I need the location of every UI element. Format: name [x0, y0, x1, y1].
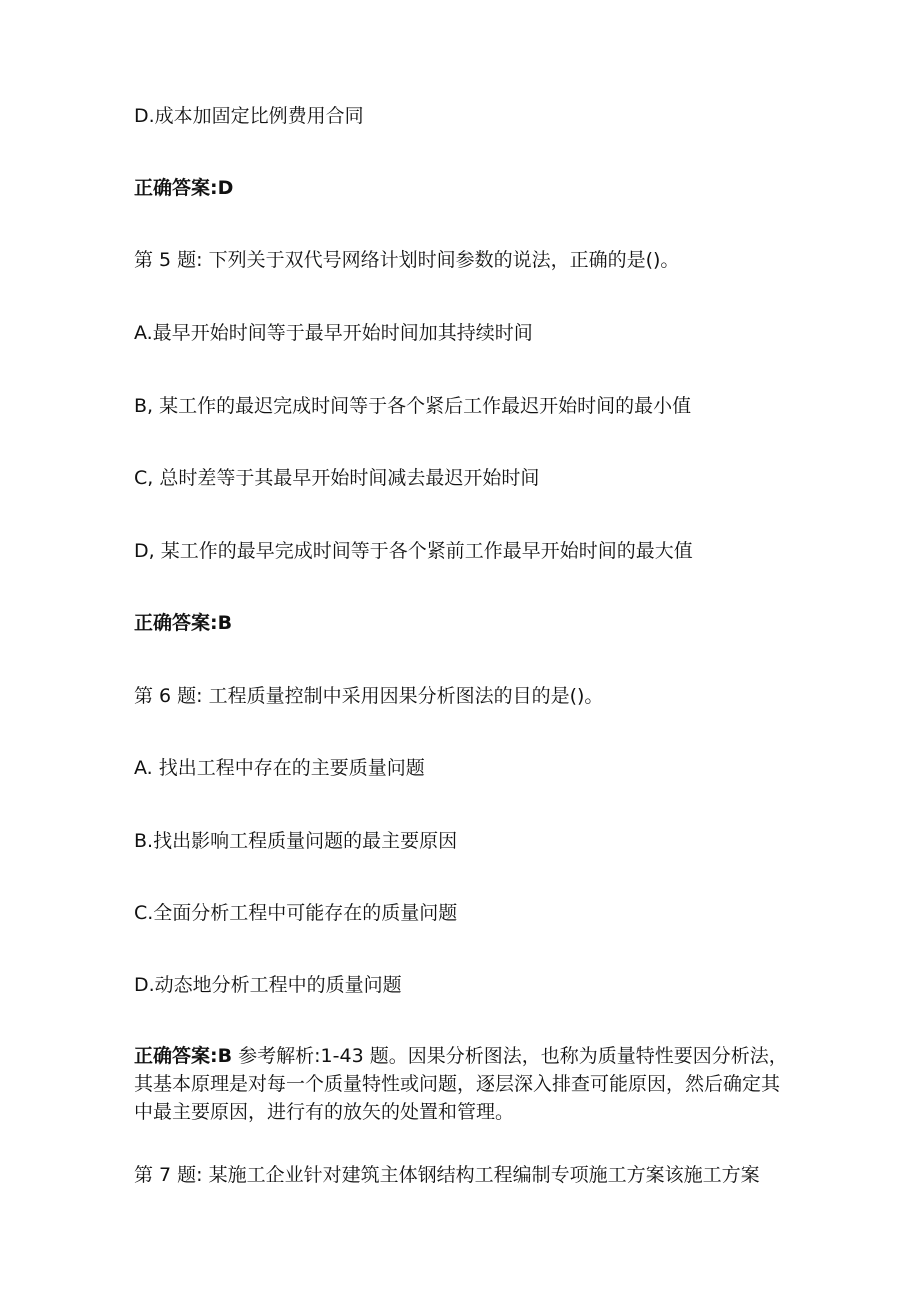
- answer-label: 正确答案:: [134, 612, 218, 634]
- analysis-text: 参考解析:1-43 题。因果分析图法，也称为质量特性要因分析法，其基本原理是对每一个质量特性或问题，逐层深入排查可能原因，然后确定其中最主要原因，进行有的放矢的处置和管理。: [134, 1045, 788, 1123]
- q5-stem: 第 5 题: 下列关于双代号网络计划时间参数的说法，正确的是()。: [134, 249, 680, 271]
- answer-label: 正确答案:: [134, 1045, 218, 1067]
- q5-option-c: C, 总时差等于其最早开始时间减去最迟开始时间: [134, 467, 540, 489]
- q6-option-c: C.全面分析工程中可能存在的质量问题: [134, 902, 458, 924]
- answer-label: 正确答案:: [134, 177, 218, 199]
- q6-option-b: B.找出影响工程质量问题的最主要原因: [134, 830, 458, 852]
- q7-stem: 第 7 题: 某施工企业针对建筑主体钢结构工程编制专项施工方案该施工方案: [134, 1164, 760, 1186]
- q6-stem: 第 6 题: 工程质量控制中采用因果分析图法的目的是()。: [134, 685, 604, 707]
- q5-option-d: D, 某工作的最早完成时间等于各个紧前工作最早开始时间的最大值: [134, 540, 693, 562]
- q5-answer: [134, 611, 232, 635]
- q6-answer-analysis: [134, 1042, 794, 1126]
- answer-value: D: [217, 177, 234, 199]
- q4-answer: [134, 176, 233, 200]
- answer-value: B: [217, 1045, 233, 1067]
- q5-option-a: A.最早开始时间等于最早开始时间加其持续时间: [134, 322, 533, 344]
- q6-option-a: A. 找出工程中存在的主要质量问题: [134, 757, 425, 779]
- q6-option-d: D.动态地分析工程中的质量问题: [134, 974, 402, 996]
- q5-option-b: B, 某工作的最迟完成时间等于各个紧后工作最迟开始时间的最小值: [134, 395, 692, 417]
- q4-option-d: D.成本加固定比例费用合同: [134, 105, 364, 127]
- answer-value: B: [217, 612, 233, 634]
